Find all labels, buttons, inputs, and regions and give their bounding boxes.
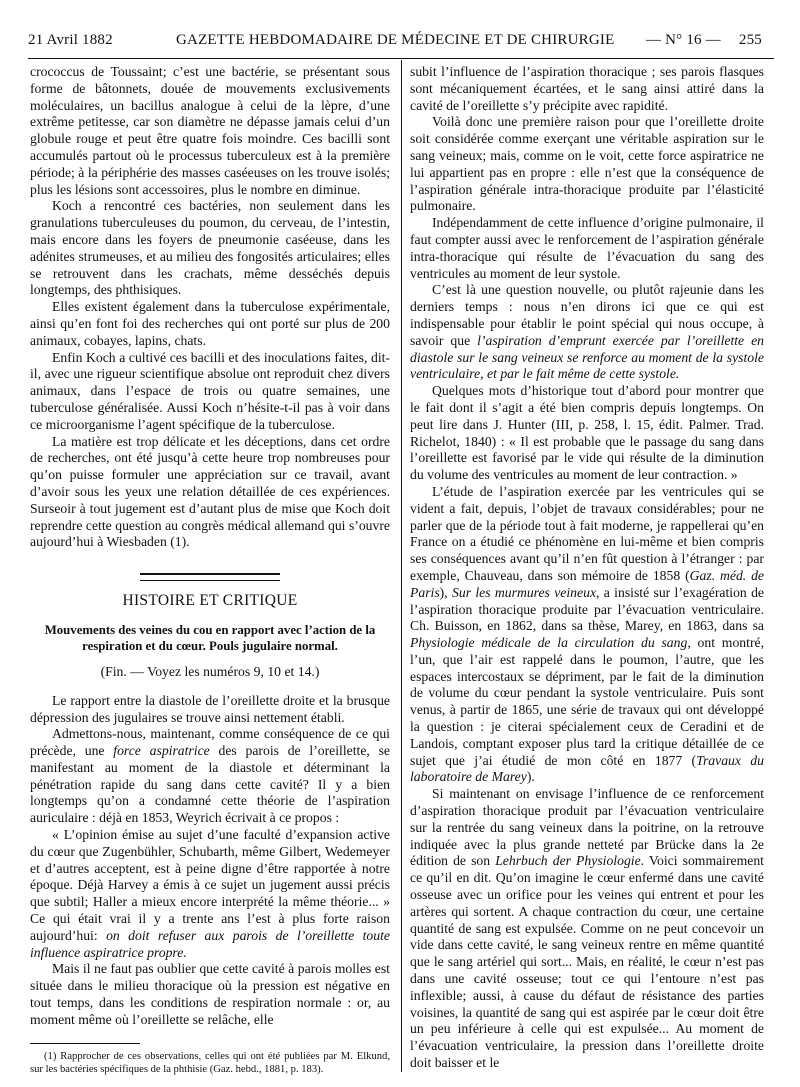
footnote: (1) Rapprocher de ces observations, celles qui ont été publiées par M. Elkund, sur les bactéries spécifiques de la phthisie (Gaz. hebd., 1881, p. 183). xyxy=(30,1050,390,1075)
emphasis: Travaux du laboratoire de Marey xyxy=(410,752,764,785)
section-title: HISTOIRE ET CRITIQUE xyxy=(122,592,298,610)
header-rule xyxy=(28,58,774,59)
emphasis: Physiologie médicale de la circulation du sang xyxy=(410,635,688,651)
text-run: L’étude de l’aspiration exercée par les ventricules qui se vident a fait, depuis, l’objet de travaux considérables; pour ne parler que de la période tout à fait moderne, je rappellerai qu’en France on a étudié ce phénomène en lui-même et bien compris ses conséquences avant qu’il n’en fût question à l’étranger : par exemple, Chauveau, dans son mémoire de 1858 ( xyxy=(410,483,764,583)
emphasis: force aspiratrice xyxy=(113,743,210,759)
paragraph: Enfin Koch a cultivé ces bacilli et des inoculations faites, dit-il, avec une rigueur scientifique absolue ont reproduit chez divers animaux, dans l’espace de trois ou quatre semaines, une tuberculose généralisée. Aussi Koch n’hésite-t-il pas à voir dans ce microorganisme l’agent spécifique de la tuberculose. xyxy=(30,349,390,432)
section-ornament xyxy=(140,573,280,581)
article-title: Mouvements des veines du cou en rapport avec l’action de la respiration et du cœur. Pouls jugulaire normal. xyxy=(44,622,376,653)
paragraph: Quelques mots d’historique tout d’abord pour montrer que le fait dont il s’agit a été bien compris depuis longtemps. On peut lire dans J. Hunter (III, p. 258, l. 15, édit. Palmer. Trad. Richelot, 1840) : « Il est probable que le passage du sang dans l’oreillette est favorisé par le vide qui résulte de la diminution du volume des ventricules au moment de leur contraction. » xyxy=(410,383,764,483)
right-column xyxy=(410,64,764,1072)
text-run: C’est là une question nouvelle, ou plutôt rajeunie dans les derniers temps : nous n’en dirons ici que ce qui est indispensable pour établir le point spécial qui nous occupe, à savoir que xyxy=(410,282,764,348)
text-run: Admettons-nous, maintenant, comme conséquence de ce qui précède, une xyxy=(30,726,390,759)
emphasis: Sur les murmures veineux xyxy=(452,584,597,600)
quote-paragraph xyxy=(30,827,390,961)
issue-number: — N° 16 — xyxy=(646,32,721,48)
left-column xyxy=(30,64,390,1076)
paragraph: subit l’influence de l’aspiration thoracique ; ses parois flasques sont mécaniquement écartées, et le sang ainsi attiré dans la cavité de l’oreillette s’y précipite avec rapidité. xyxy=(410,64,764,113)
paragraph xyxy=(410,484,764,786)
emphasis: on doit refuser aux parois de l’oreillette toute influence aspiratrice propre. xyxy=(30,927,390,960)
column-separator xyxy=(401,60,402,1072)
text-run: Si maintenant on envisage l’influence de ce renforcement d’aspiration thoracique produit par l’évacuation ventriculaire sur la rentrée du sang veineux dans la poitrine, on la retrouve indiquée avec la plus grande netteté par Brücke dans la 2e édition de son xyxy=(410,786,764,869)
text-run: , ont montré, l’un, que l’air est rappelé dans le poumon, l’autre, que les espaces intercostaux se dépriment, par le fait de la diminution de volume du cœur pendant la systole ventriculaire. Puis sont venus, à partir de 1865, une série de travaux qui ont développé la question : je citerai spécialement ceux de Ceradini et de Landois, comptant exposer plus tard la critique détaillée de ce sujet que j’ai étudié de mon côté en 1877 ( xyxy=(410,635,764,768)
running-header xyxy=(28,32,774,52)
text-run: , a insisté sur l’exagération de l’aspiration thoracique produite par l’évacuation ventriculaire. Ch. Buisson, en 1862, dans sa thèse, Marey, en 1863, dans sa xyxy=(410,584,765,634)
paragraph: Elles existent également dans la tuberculose expérimentale, ainsi qu’en font foi des recherches qui ont porté sur plus de 200 animaux, cobayes, lapins, chats. xyxy=(30,299,390,348)
paragraph: Voilà donc une première raison pour que l’oreillette droite soit considérée comme exerçant une véritable aspiration sur le sang veineux; mais, comme on le voit, cette force aspiratrice ne lui appartient pas en propre : elle n’est que la conséquence de l’aspiration générale intra-thoracique produite par l’élasticité pulmonaire. xyxy=(410,114,764,214)
emphasis: l’aspiration d’emprunt exercée par l’oreillette en diastole sur le sang veineux se renforce au moment de la systole ventriculaire, et par le fait même de cette systole. xyxy=(410,332,764,382)
paragraph xyxy=(410,786,764,1072)
continuation-note: (Fin. — Voyez les numéros 9, 10 et 14.) xyxy=(100,663,320,679)
text-run: ), xyxy=(439,584,452,600)
text-run: . Voici sommairement ce qu’il en dit. Qu’on imagine le cœur enfermé dans une cavité osseuse avec un orifice pour les veines qui entrent et pour les artères qui sortent. A chaque contraction du cœur, une certaine quantité de sang est expulsée. Comme on ne peut concevoir un vide dans cette cavité, le sang veineux rentre en même quantité que le sang artériel qui sort... Mais, en réalité, le cœur n’est pas dans une cavité osseuse; tout ce qui l’entoure n’est pas inflexible; aussi, à cause du défaut de résistance des parties voisines, la quantité de sang qui est aspirée par le cœur doit être un peu inférieure à celle qui est expulsée... Au moment de l’évacuation ventriculaire, la pression dans l’oreillette droite doit baisser et le xyxy=(410,853,764,1071)
paragraph xyxy=(30,726,390,827)
header-date: 21 Avril 1882 xyxy=(28,32,113,48)
paragraph xyxy=(410,282,764,383)
paragraph: Koch a rencontré ces bactéries, non seulement dans les granulations tuberculeuses du poumon, du cerveau, de l’intestin, mais encore dans les foyers de pneumonie caséeuse, dans les adénites strumeuses, et au milieu des fongosités articulaires; elles se retrouvent dans les crachats, même desséchés depuis longtemps, des phthisiques. xyxy=(30,198,390,298)
emphasis: Gaz. méd. de Paris xyxy=(410,567,765,600)
journal-title: GAZETTE HEBDOMADAIRE DE MÉDECINE ET DE CHIRURGIE xyxy=(176,32,615,48)
text-run: « L’opinion émise au sujet d’une faculté d’expansion active du cœur que Zugenbühler, Schubarth, même Gilbert, Wedemeyer et d’autres acceptent, est à peine digne d’être rapportée à notre époque. Déjà Harvey a émis à ce sujet un jugement aussi précis que subtil; Haller a mieux encore interprété la même théorie... » Ce qui était vrai il y a trente ans l’est à plus forte raison aujourd’hui: xyxy=(30,827,390,943)
footnote-rule xyxy=(30,1043,140,1044)
text-run: ). xyxy=(526,769,535,785)
paragraph: La matière est trop délicate et les déceptions, dans cet ordre de recherches, ont été jusqu’à cette heure trop nombreuses pour qu’on puisse formuler une appréciation sur ce travail, avant d’avoir sous les yeux une relation détaillée de ces expériences. Surseoir à tout jugement est d’autant plus de mise que Koch doit reprendre cette question au congrès médical allemand qui s’ouvre aujourd’hui à Wiesbaden (1). xyxy=(30,433,390,550)
paragraph: crococcus de Toussaint; c’est une bactérie, se présentant sous forme de bâtonnets, douée de mouvements exclusivements moléculaires, un bacillus analogue à celui de la lèpre, d’une extrême petitesse, car son diamètre ne dépasse jamais celui d’un globule rouge et peut être quatre fois moindre. Ces bacilli sont accumulés partout où le processus tuberculeux est à la première période; à la périphérie des masses caséeuses on les trouve isolés; plus les lésions sont accessoires, plus le nombre en diminue. xyxy=(30,64,390,197)
paragraph: Mais il ne faut pas oublier que cette cavité à parois molles est située dans le milieu thoracique où la pression est négative en tout temps, dans les conditions de respiration normale : or, au moment même où l’oreillette se relâche, elle xyxy=(30,961,390,1027)
paragraph: Le rapport entre la diastole de l’oreillette droite et la brusque dépression des jugulaires se trouve ainsi nettement établi. xyxy=(30,692,390,725)
page-number: 255 xyxy=(738,32,762,48)
text-run: des parois de l’oreillette, se manifestant au moment de la diastole et déterminant la pénétration rapide du sang dans cette cavité? Il y a bien longtemps qu’on a condamné cette théorie de l’aspiration auriculaire : déjà en 1853, Weyrich écrivait à ce propos : xyxy=(30,743,390,826)
paragraph: Indépendamment de cette influence d’origine pulmonaire, il faut compter aussi avec le renforcement de l’aspiration générale intra-thoracique qui résulte de l’évacuation du sang des ventricules au moment de leur systole. xyxy=(410,215,764,281)
emphasis: Lehrbuch der Physiologie xyxy=(495,853,641,869)
